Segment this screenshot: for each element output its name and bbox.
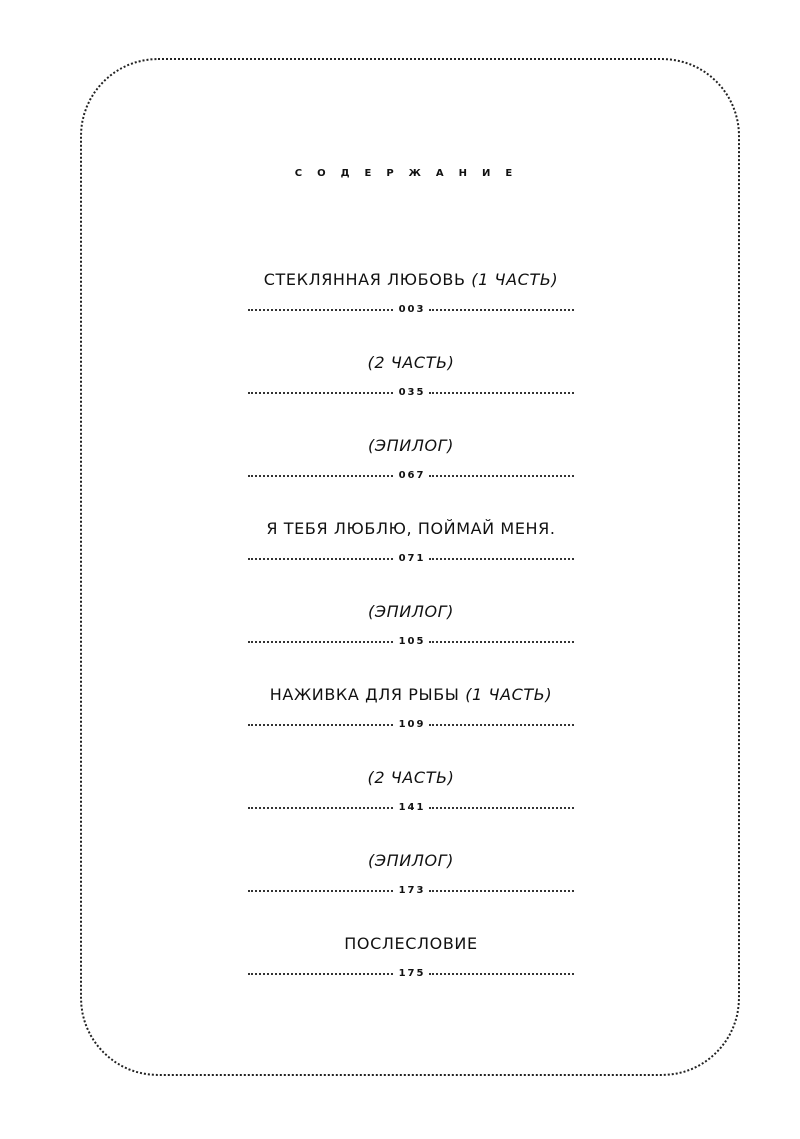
dot-leader-right (429, 309, 574, 311)
entry-part-note: (ЭПИЛОГ) (368, 436, 454, 455)
page-number: 067 (398, 470, 426, 481)
page-number: 175 (398, 968, 426, 979)
dot-leader-right (429, 807, 574, 809)
entry-title (248, 932, 574, 956)
dot-leader-left (248, 392, 393, 394)
entry-title (248, 268, 574, 292)
page-row (248, 300, 574, 320)
entry-title (248, 434, 574, 458)
entry-title-text: ПОСЛЕСЛОВИЕ (344, 934, 478, 953)
dot-leader-right (429, 973, 574, 975)
entry-title (248, 351, 574, 375)
toc-entry[interactable] (248, 932, 574, 1015)
dot-leader-left (248, 724, 393, 726)
dot-leader-right (429, 392, 574, 394)
entry-title (248, 683, 574, 707)
entry-title-text: СТЕКЛЯННАЯ ЛЮБОВЬ (263, 270, 466, 289)
entry-part-note: (ЭПИЛОГ) (368, 851, 454, 870)
page-row (248, 798, 574, 818)
page-row (248, 466, 574, 486)
page-number: 141 (398, 802, 426, 813)
entry-title (248, 517, 574, 541)
dot-leader-left (248, 973, 393, 975)
dot-leader-left (248, 309, 393, 311)
toc-list (248, 268, 574, 1015)
entry-title-text: Я ТЕБЯ ЛЮБЛЮ, ПОЙМАЙ МЕНЯ. (266, 519, 556, 538)
toc-entry[interactable] (248, 766, 574, 849)
dot-leader-right (429, 558, 574, 560)
entry-part-note: (2 ЧАСТЬ) (367, 768, 455, 787)
entry-title (248, 766, 574, 790)
toc-entry[interactable] (248, 351, 574, 434)
page-number: 105 (398, 636, 426, 647)
toc-entry[interactable] (248, 434, 574, 517)
entry-part-note: (2 ЧАСТЬ) (367, 353, 455, 372)
dot-leader-right (429, 890, 574, 892)
dot-leader-right (429, 641, 574, 643)
dot-leader-left (248, 890, 393, 892)
page-row (248, 383, 574, 403)
entry-title (248, 849, 574, 873)
page-number: 071 (398, 553, 426, 564)
entry-title (248, 600, 574, 624)
entry-part-note: (ЭПИЛОГ) (368, 602, 454, 621)
dot-leader-left (248, 475, 393, 477)
page-number: 173 (398, 885, 426, 896)
page-row (248, 632, 574, 652)
toc-entry[interactable] (248, 600, 574, 683)
dot-leader-left (248, 558, 393, 560)
page-number: 109 (398, 719, 426, 730)
dot-leader-right (429, 475, 574, 477)
page-row (248, 715, 574, 735)
toc-entry[interactable] (248, 849, 574, 932)
toc-entry[interactable] (248, 683, 574, 766)
page-row (248, 549, 574, 569)
toc-entry[interactable] (248, 517, 574, 600)
dot-leader-right (429, 724, 574, 726)
toc-heading: СОДЕРЖАНИЕ (294, 168, 528, 179)
dot-leader-left (248, 641, 393, 643)
dot-leader-left (248, 807, 393, 809)
page-number: 003 (398, 304, 426, 315)
toc-entry[interactable] (248, 268, 574, 351)
page-row (248, 964, 574, 984)
entry-part-note: (1 ЧАСТЬ) (471, 270, 559, 289)
page-row (248, 881, 574, 901)
entry-part-note: (1 ЧАСТЬ) (465, 685, 553, 704)
entry-title-text: НАЖИВКА ДЛЯ РЫБЫ (269, 685, 460, 704)
page-number: 035 (398, 387, 426, 398)
